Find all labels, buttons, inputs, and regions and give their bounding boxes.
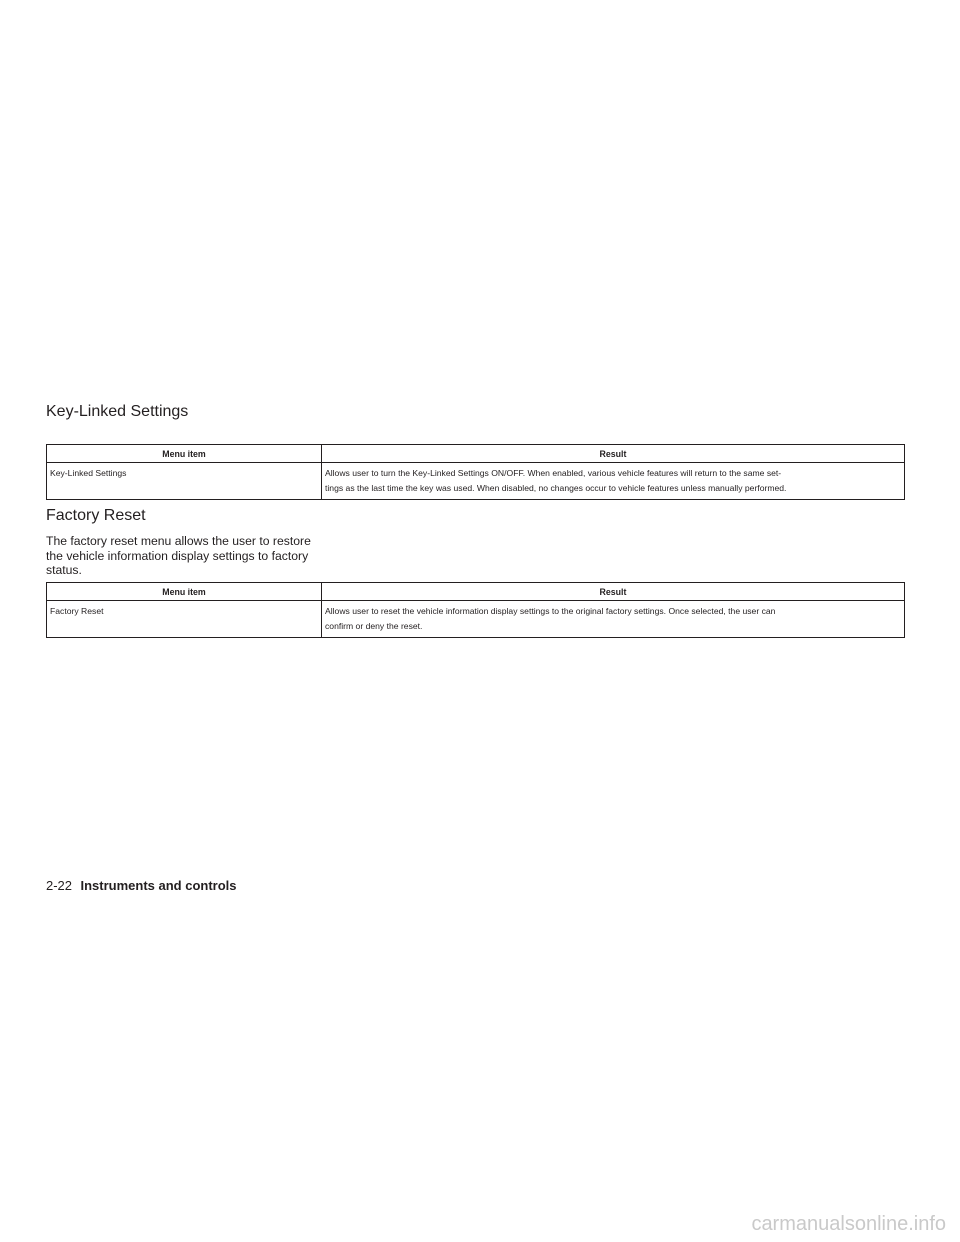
table-header-row <box>47 583 905 601</box>
footer-section-title: Instruments and controls <box>80 878 237 893</box>
page-number: 2-22 <box>46 878 73 893</box>
menu-item-cell: Key-Linked Settings <box>47 463 322 500</box>
column-header-menu-item: Menu item <box>47 583 322 601</box>
key-linked-settings-table <box>46 444 905 500</box>
table-header-row <box>47 445 905 463</box>
page-footer <box>46 877 237 895</box>
table-row <box>47 601 905 638</box>
factory-reset-table <box>46 582 905 638</box>
result-text-line: Allows user to reset the vehicle information display settings to the original factory settings. Once selected, the user can <box>325 606 776 616</box>
site-watermark: carmanualsonline.info <box>751 1213 946 1235</box>
column-header-result: Result <box>322 445 905 463</box>
result-text-line: tings as the last time the key was used. When disabled, no changes occur to vehicle features unless manually performed. <box>325 483 787 493</box>
result-cell <box>322 601 905 638</box>
result-cell <box>322 463 905 500</box>
column-header-menu-item: Menu item <box>47 445 322 463</box>
menu-item-cell: Factory Reset <box>47 601 322 638</box>
column-header-result: Result <box>322 583 905 601</box>
factory-reset-description: The factory reset menu allows the user to restore the vehicle information display settings to factory status. <box>46 534 311 577</box>
result-text-line: Allows user to turn the Key-Linked Settings ON/OFF. When enabled, various vehicle features will return to the same set- <box>325 468 782 478</box>
table-row <box>47 463 905 500</box>
section-heading-key-linked-settings: Key-Linked Settings <box>46 403 189 420</box>
result-text-line: confirm or deny the reset. <box>325 621 423 631</box>
section-heading-factory-reset: Factory Reset <box>46 507 146 524</box>
